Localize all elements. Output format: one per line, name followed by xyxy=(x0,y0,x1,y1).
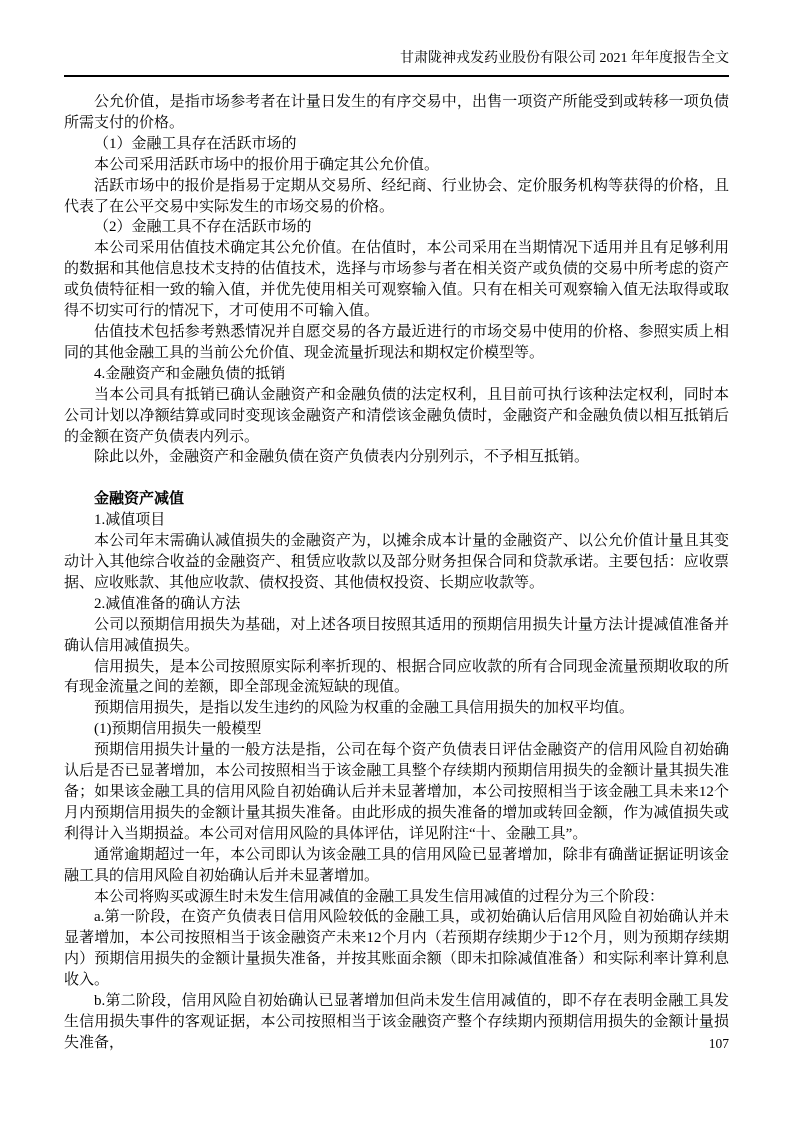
paragraph: 活跃市场中的报价是指易于定期从交易所、经纪商、行业协会、定价服务机构等获得的价格，且代表了在公平交易中实际发生的市场交易的价格。 xyxy=(64,177,729,215)
page-number: 107 xyxy=(708,1036,729,1051)
paragraph: 除此以外，金融资产和金融负债在资产负债表内分别列示，不予相互抵销。 xyxy=(94,449,590,466)
paragraph: 1.减值项目 xyxy=(94,512,166,529)
paragraph: （1）金融工具存在活跃市场的 xyxy=(94,135,297,152)
paragraph: 当本公司具有抵销已确认金融资产和金融负债的法定权利，且目前可执行该种法定权利，同时本公司计划以净额结算或同时变现该金融资产和清偿该金融负债时，金融资产和金融负债以相互抵销后的金额在资产负债表内列示。 xyxy=(64,386,729,445)
paragraph: a.第一阶段，在资产负债表日信用风险较低的金融工具，或初始确认后信用风险自初始确认并未显著增加，本公司按照相当于该金融资产未来12个月内（若预期存续期少于12个月，则为预期存续期内）预期信用损失的金额计量损失准备，并按其账面余额（即未扣除减值准备）和实际利率计算利息收入。 xyxy=(64,909,729,989)
paragraph: 公允价值，是指市场参考者在计量日发生的有序交易中，出售一项资产所能受到或转移一项负债所需支付的价格。 xyxy=(64,94,729,131)
report-header-title: 甘肃陇神戎发药业股份有限公司 2021 年年度报告全文 xyxy=(400,51,729,66)
paragraph: 本公司采用估值技术确定其公允价值。在估值时，本公司采用在当期情况下适用并且有足够利用的数据和其他信息技术支持的估值技术，选择与市场参与者在相关资产或负债的交易中所考虑的资产或负债特征相一致的输入值，并优先使用相关可观察输入值。只有在相关可观察输入值无法取得或取得不切实可行的情况下，才可使用不可输入值。 xyxy=(64,240,729,320)
paragraph: 信用损失，是本公司按照原实际利率折现的、根据合同应收款的所有合同现金流量预期收取的所有现金流量之间的差额，即全部现金流短缺的现值。 xyxy=(64,658,729,696)
header-rule xyxy=(64,75,729,77)
paragraph: 2.减值准备的确认方法 xyxy=(94,595,241,612)
paragraph: 通常逾期超过一年，本公司即认为该金融工具的信用风险已显著增加，除非有确凿证据证明该金融工具的信用风险自初始确认后并未显著增加。 xyxy=(64,846,729,884)
paragraph: 估值技术包括参考熟悉情况并自愿交易的各方最近进行的市场交易中使用的价格、参照实质上相同的其他金融工具的当前公允价值、现金流量折现法和期权定价模型等。 xyxy=(64,323,729,361)
paragraph: b.第二阶段，信用风险自初始确认已显著增加但尚未发生信用减值的，即不存在表明金融工具发生信用损失事件的客观证据，本公司按照相当于该金融资产整个存续期内预期信用损失的金额计量损失准备， xyxy=(64,993,729,1051)
paragraph: 公司以预期信用损失为基础，对上述各项目按照其适用的预期信用损失计量方法计提减值准备并确认信用减值损失。 xyxy=(64,616,729,654)
paragraph: 本公司采用活跃市场中的报价用于确定其公允价值。 xyxy=(94,156,440,173)
paragraph: 预期信用损失，是指以发生违约的风险为权重的金融工具信用损失的加权平均值。 xyxy=(94,700,635,717)
paragraph: (1)预期信用损失一般模型 xyxy=(94,721,262,738)
paragraph: 本公司年末需确认减值损失的金融资产为，以摊余成本计量的金融资产、以公允价值计量且其变动计入其他综合收益的金融资产、租赁应收款以及部分财务担保合同和贷款承诺。主要包括：应收票据、应收账款、其他应收款、债权投资、其他债权投资、长期应收款等。 xyxy=(64,533,729,591)
paragraph: 4.金融资产和金融负债的抵销 xyxy=(94,365,286,382)
document-body xyxy=(64,92,729,1054)
paragraph: 预期信用损失计量的一般方法是指，公司在每个资产负债表日评估金融资产的信用风险自初始确认后是否已显著增加，本公司按照相当于该金融工具整个存续期内预期信用损失的金额计量其损失准备；如果该金融工具的信用风险自初始确认后并未显著增加，本公司按照相当于该金融工具未来12个月内预期信用损失的金额计量其损失准备。由此形成的损失准备的增加或转回金额，作为减值损失或利得计入当期损益。本公司对信用风险的具体评估，详见附注“十、金融工具”。 xyxy=(64,742,729,842)
section-heading: 金融资产减值 xyxy=(94,490,185,508)
paragraph: （2）金融工具不存在活跃市场的 xyxy=(94,219,312,236)
page-header xyxy=(64,50,729,68)
paragraph: 本公司将购买或源生时未发生信用减值的金融工具发生信用减值的过程分为三个阶段： xyxy=(94,888,665,905)
